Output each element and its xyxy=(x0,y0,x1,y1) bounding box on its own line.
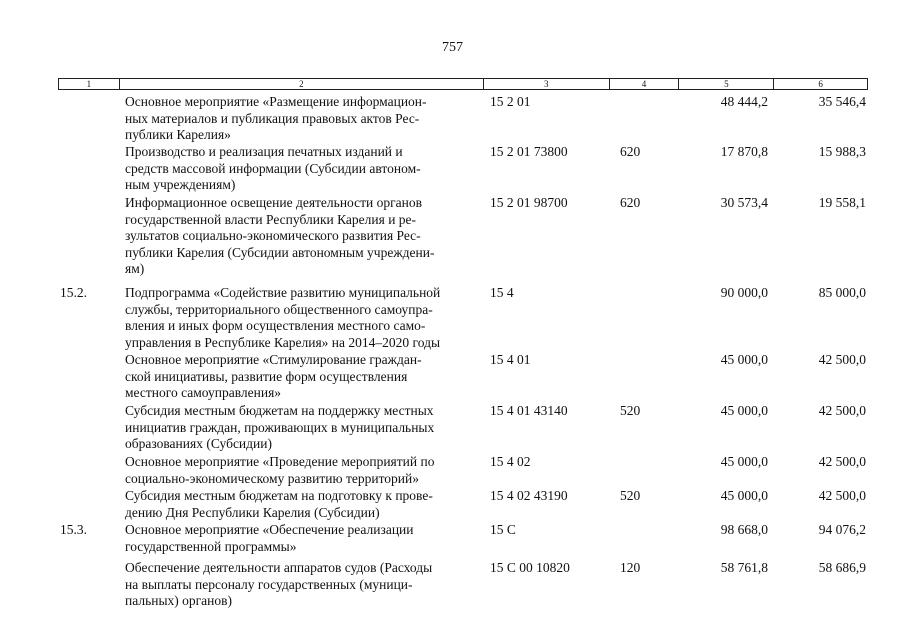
description-line: публики Карелия» xyxy=(125,127,231,142)
amount-col-5: 30 573,4 xyxy=(720,195,768,210)
amount-col-6: 42 500,0 xyxy=(818,454,866,469)
amount-col-5: 48 444,2 xyxy=(720,94,768,109)
description-line: ных материалов и публикация правовых актов Рес- xyxy=(125,110,420,126)
table-header xyxy=(58,78,868,90)
description-line: вления и иных форм осуществления местного само- xyxy=(125,318,426,333)
expense-type: 520 xyxy=(620,403,641,418)
description-line: образованиях (Субсидии) xyxy=(125,436,272,451)
description-line: управления в Республике Карелия» на 2014–2020 годы xyxy=(125,334,441,350)
column-header-1: 1 xyxy=(59,79,120,89)
column-header-4: 4 xyxy=(610,79,680,89)
column-header-5: 5 xyxy=(679,79,774,89)
budget-code: 15 4 02 43190 xyxy=(490,488,568,503)
description-line: ской инициативы, развитие форм осуществления xyxy=(125,368,408,384)
budget-code: 15 4 01 43140 xyxy=(490,403,568,418)
budget-code: 15 4 xyxy=(490,285,514,300)
description-line: инициатив граждан, проживающих в муниципальных xyxy=(125,419,435,435)
amount-col-6: 94 076,2 xyxy=(818,522,866,537)
amount-col-5: 45 000,0 xyxy=(720,403,768,418)
expense-type: 620 xyxy=(620,144,641,159)
row-description xyxy=(125,403,485,453)
description-line: публики Карелия (Субсидии автономным учреждени- xyxy=(125,244,435,260)
budget-code: 15 С xyxy=(490,522,516,537)
description-line: Основное мероприятие «Стимулирование граждан- xyxy=(125,352,422,367)
description-line: Обеспечение деятельности аппаратов судов (Расходы xyxy=(125,560,433,575)
column-header-6: 6 xyxy=(818,79,823,89)
row-number: 15.3. xyxy=(60,522,87,537)
budget-code: 15 2 01 xyxy=(490,94,531,109)
budget-code: 15 4 01 xyxy=(490,352,531,367)
amount-col-5: 90 000,0 xyxy=(720,285,768,300)
description-line: Субсидия местным бюджетам на поддержку местных xyxy=(125,403,434,418)
row-number: 15.2. xyxy=(60,285,87,300)
column-header-3: 3 xyxy=(484,79,610,89)
amount-col-6: 19 558,1 xyxy=(818,195,866,210)
amount-col-5: 45 000,0 xyxy=(720,352,768,367)
amount-col-6: 42 500,0 xyxy=(818,352,866,367)
row-description xyxy=(125,352,485,402)
budget-code: 15 4 02 xyxy=(490,454,531,469)
row-description xyxy=(125,522,485,555)
row-description xyxy=(125,195,485,278)
row-description xyxy=(125,144,485,194)
description-line: социально-экономическому развитию территорий» xyxy=(125,470,420,486)
description-line: государственной власти Республики Карелия и ре- xyxy=(125,211,417,227)
row-description xyxy=(125,94,485,144)
expense-type: 620 xyxy=(620,195,641,210)
page-number: 757 xyxy=(442,40,463,55)
description-line: ям) xyxy=(125,261,145,276)
amount-col-6: 42 500,0 xyxy=(818,403,866,418)
row-description xyxy=(125,560,485,610)
expense-type: 520 xyxy=(620,488,641,503)
amount-col-6: 85 000,0 xyxy=(818,285,866,300)
description-line: Основное мероприятие «Размещение информацион- xyxy=(125,94,427,109)
description-line: Субсидия местным бюджетам на подготовку к прове- xyxy=(125,488,433,503)
amount-col-5: 45 000,0 xyxy=(720,454,768,469)
amount-col-6: 42 500,0 xyxy=(818,488,866,503)
description-line: Подпрограмма «Содействие развитию муниципальной xyxy=(125,285,441,300)
description-line: дению Дня Республики Карелия (Субсидии) xyxy=(125,504,380,520)
budget-code: 15 2 01 98700 xyxy=(490,195,568,210)
amount-col-5: 98 668,0 xyxy=(720,522,768,537)
row-description xyxy=(125,488,485,521)
description-line: на выплаты персоналу государственных (муници- xyxy=(125,576,413,592)
description-line: Информационное освещение деятельности органов xyxy=(125,195,422,210)
amount-col-5: 17 870,8 xyxy=(720,144,768,159)
description-line: ным учреждениям) xyxy=(125,177,236,192)
row-description xyxy=(125,285,485,351)
budget-code: 15 2 01 73800 xyxy=(490,144,568,159)
amount-col-6: 35 546,4 xyxy=(818,94,866,109)
amount-col-5: 58 761,8 xyxy=(720,560,768,575)
description-line: службы, территориального общественного самоупра- xyxy=(125,301,433,317)
expense-type: 120 xyxy=(620,560,641,575)
amount-col-5: 45 000,0 xyxy=(720,488,768,503)
column-header-2: 2 xyxy=(120,79,484,89)
amount-col-6: 15 988,3 xyxy=(818,144,866,159)
amount-col-6: 58 686,9 xyxy=(818,560,866,575)
description-line: Основное мероприятие «Обеспечение реализации xyxy=(125,522,414,537)
description-line: пальных) органов) xyxy=(125,593,233,608)
description-line: местного самоуправления» xyxy=(125,385,282,400)
row-description xyxy=(125,454,485,487)
budget-code: 15 С 00 10820 xyxy=(490,560,570,575)
description-line: зультатов социально-экономического развития Рес- xyxy=(125,228,421,243)
description-line: средств массовой информации (Субсидии автоном- xyxy=(125,160,421,176)
description-line: государственной программы» xyxy=(125,538,297,554)
description-line: Основное мероприятие «Проведение мероприятий по xyxy=(125,454,435,469)
description-line: Производство и реализация печатных изданий и xyxy=(125,144,403,159)
